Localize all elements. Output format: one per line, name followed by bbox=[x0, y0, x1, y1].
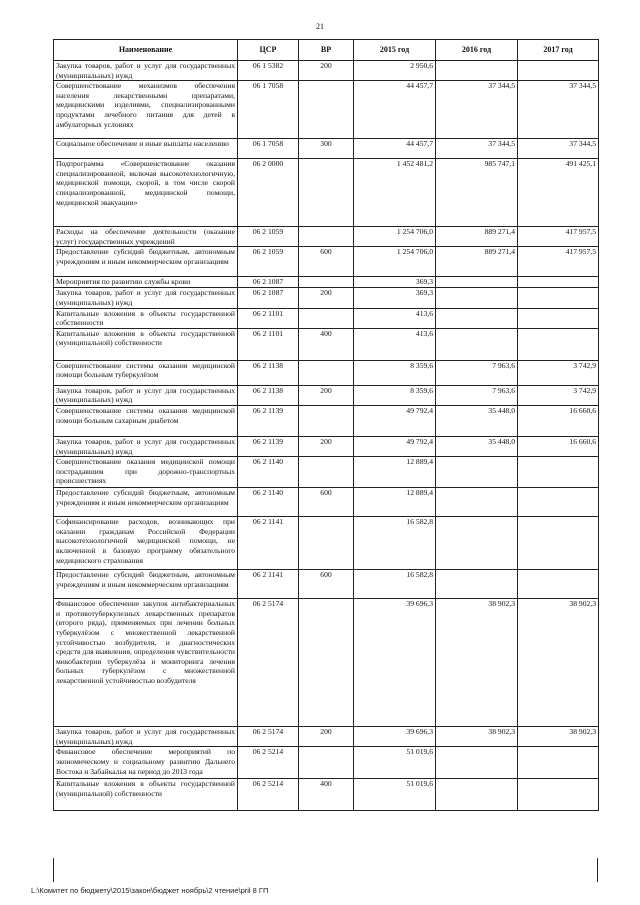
cell-y2015: 44 457,7 bbox=[354, 139, 436, 159]
header-csr: ЦСР bbox=[238, 40, 299, 61]
cell-y2017 bbox=[518, 277, 599, 288]
cell-name: Капитальные вложения в объекты государственной собственности bbox=[54, 308, 238, 328]
cell-csr: 06 2 1138 bbox=[238, 385, 299, 405]
cell-y2017 bbox=[518, 328, 599, 360]
budget-table bbox=[53, 39, 599, 811]
cell-y2015: 39 696,3 bbox=[354, 599, 436, 727]
cell-y2017: 38 902,3 bbox=[518, 727, 599, 747]
table-continuation-edge bbox=[53, 858, 598, 882]
cell-y2016: 37 344,5 bbox=[436, 139, 518, 159]
cell-csr: 06 1 7058 bbox=[238, 139, 299, 159]
cell-name: Совершенствование механизмов обеспечения населения лекарственными препаратами, медицинскими изделиями, специализированными продуктами лечебного питания для детей в амбулаторных условиях bbox=[54, 81, 238, 139]
cell-y2015: 1 452 481,2 bbox=[354, 159, 436, 227]
cell-vr bbox=[299, 360, 354, 385]
cell-csr: 06 2 1141 bbox=[238, 570, 299, 599]
cell-vr bbox=[299, 159, 354, 227]
cell-name: Капитальные вложения в объекты государственной (муниципальной) собственности bbox=[54, 779, 238, 811]
cell-name: Финансовое обеспечение мероприятий по экономическому и социальному развитию Дальнего Востока и Забайкалья на период до 2013 года bbox=[54, 747, 238, 779]
cell-y2016 bbox=[436, 747, 518, 779]
table-row bbox=[54, 360, 599, 385]
cell-vr bbox=[299, 457, 354, 488]
table-row bbox=[54, 727, 599, 747]
cell-name: Предоставление субсидий бюджетным, автономным учреждениям и иным некоммерческим организациям bbox=[54, 570, 238, 599]
cell-name: Совершенствование системы оказания медицинской помощи больным туберкулёзом bbox=[54, 360, 238, 385]
table-row bbox=[54, 308, 599, 328]
cell-y2016: 38 902,3 bbox=[436, 599, 518, 727]
cell-y2015: 16 582,8 bbox=[354, 570, 436, 599]
cell-y2016 bbox=[436, 570, 518, 599]
cell-name: Финансовое обеспечение закупок антибактериальных и противотуберкулезных лекарственных препаратов (второго ряда), применяемых при лечении больных туберкулёзом с множественной лекарственной устойчивостью возбудителя, и диагностических средств для выявления, определения чувствительности микобактерии туберкулёза и мониторинга лечения больных туберкулёзом с множественной лекарственной устойчивостью возбудителя bbox=[54, 599, 238, 727]
cell-csr: 06 2 1101 bbox=[238, 328, 299, 360]
table-row bbox=[54, 61, 599, 81]
cell-vr bbox=[299, 747, 354, 779]
cell-y2016: 985 747,1 bbox=[436, 159, 518, 227]
cell-y2015: 12 889,4 bbox=[354, 488, 436, 517]
cell-name: Предоставление субсидий бюджетным, автономным учреждениям и иным некоммерческим организациям bbox=[54, 247, 238, 277]
cell-name: Подпрограмма «Совершенствование оказания специализированной, включая высокотехнологичную, медицинской помощи, скорой, в том числе скорой специализированной, медицинской помощи, медицинской эвакуации» bbox=[54, 159, 238, 227]
cell-csr: 06 2 0000 bbox=[238, 159, 299, 227]
cell-y2015: 49 792,4 bbox=[354, 436, 436, 456]
cell-y2016 bbox=[436, 308, 518, 328]
cell-y2016: 38 902,3 bbox=[436, 727, 518, 747]
cell-y2015: 12 889,4 bbox=[354, 457, 436, 488]
cell-csr: 06 2 1059 bbox=[238, 247, 299, 277]
page-number: 21 bbox=[316, 22, 324, 31]
cell-name: Совершенствование системы оказания медицинской помощи больным сахарным диабетом bbox=[54, 405, 238, 436]
cell-y2017: 37 344,5 bbox=[518, 81, 599, 139]
cell-csr: 06 2 1101 bbox=[238, 308, 299, 328]
cell-csr: 06 2 1139 bbox=[238, 405, 299, 436]
cell-vr bbox=[299, 277, 354, 288]
table-row bbox=[54, 599, 599, 727]
cell-csr: 06 2 1087 bbox=[238, 277, 299, 288]
table-row bbox=[54, 747, 599, 779]
table-row bbox=[54, 139, 599, 159]
cell-y2016 bbox=[436, 328, 518, 360]
table-row bbox=[54, 488, 599, 517]
cell-y2016 bbox=[436, 277, 518, 288]
cell-vr bbox=[299, 599, 354, 727]
table-row bbox=[54, 247, 599, 277]
cell-csr: 06 1 7058 bbox=[238, 81, 299, 139]
cell-name: Закупка товаров, работ и услуг для государственных (муниципальных) нужд bbox=[54, 288, 238, 308]
cell-name: Социальное обеспечение и иные выплаты населению bbox=[54, 139, 238, 159]
cell-name: Закупка товаров, работ и услуг для государственных (муниципальных) нужд bbox=[54, 385, 238, 405]
header-2016: 2016 год bbox=[436, 40, 518, 61]
cell-y2017 bbox=[518, 457, 599, 488]
cell-csr: 06 2 1141 bbox=[238, 517, 299, 570]
table-row bbox=[54, 328, 599, 360]
cell-y2017 bbox=[518, 288, 599, 308]
cell-y2016: 889 271,4 bbox=[436, 247, 518, 277]
table-row bbox=[54, 159, 599, 227]
cell-name: Предоставление субсидий бюджетным, автономным учреждениям и иным некоммерческим организациям bbox=[54, 488, 238, 517]
cell-y2016 bbox=[436, 488, 518, 517]
cell-name: Закупка товаров, работ и услуг для государственных (муниципальных) нужд bbox=[54, 61, 238, 81]
cell-y2015: 413,6 bbox=[354, 308, 436, 328]
table-row bbox=[54, 288, 599, 308]
cell-csr: 06 1 5382 bbox=[238, 61, 299, 81]
cell-y2016: 35 448,0 bbox=[436, 436, 518, 456]
cell-name: Расходы на обеспечение деятельности (оказание услуг) государственных учреждений bbox=[54, 227, 238, 247]
table-row bbox=[54, 277, 599, 288]
cell-vr bbox=[299, 227, 354, 247]
cell-y2015: 8 359,6 bbox=[354, 360, 436, 385]
cell-y2017 bbox=[518, 488, 599, 517]
cell-y2017 bbox=[518, 517, 599, 570]
cell-y2017: 491 425,1 bbox=[518, 159, 599, 227]
cell-y2016: 35 448,0 bbox=[436, 405, 518, 436]
cell-name: Закупка товаров, работ и услуг для государственных (муниципальных) нужд bbox=[54, 436, 238, 456]
cell-vr bbox=[299, 81, 354, 139]
header-2017: 2017 год bbox=[518, 40, 599, 61]
cell-name: Совершенствование оказания медицинской помощи пострадавшим при дорожно-транспортных происшествиях bbox=[54, 457, 238, 488]
cell-vr: 200 bbox=[299, 727, 354, 747]
cell-y2017: 417 957,5 bbox=[518, 227, 599, 247]
cell-vr bbox=[299, 405, 354, 436]
cell-y2015: 16 582,8 bbox=[354, 517, 436, 570]
cell-csr: 06 2 1140 bbox=[238, 457, 299, 488]
cell-y2017 bbox=[518, 570, 599, 599]
cell-csr: 06 2 1059 bbox=[238, 227, 299, 247]
cell-vr: 200 bbox=[299, 61, 354, 81]
cell-vr: 600 bbox=[299, 247, 354, 277]
table-row bbox=[54, 457, 599, 488]
cell-csr: 06 2 5214 bbox=[238, 779, 299, 811]
cell-y2016: 7 963,6 bbox=[436, 385, 518, 405]
cell-vr bbox=[299, 308, 354, 328]
cell-csr: 06 2 1140 bbox=[238, 488, 299, 517]
table-row bbox=[54, 570, 599, 599]
cell-y2016 bbox=[436, 288, 518, 308]
cell-y2017: 3 742,9 bbox=[518, 385, 599, 405]
cell-csr: 06 2 1138 bbox=[238, 360, 299, 385]
cell-vr: 400 bbox=[299, 779, 354, 811]
cell-y2017: 37 344,5 bbox=[518, 139, 599, 159]
table-row bbox=[54, 227, 599, 247]
cell-y2015: 51 019,6 bbox=[354, 779, 436, 811]
cell-y2015: 413,6 bbox=[354, 328, 436, 360]
cell-name: Закупка товаров, работ и услуг для государственных (муниципальных) нужд bbox=[54, 727, 238, 747]
cell-y2017: 3 742,9 bbox=[518, 360, 599, 385]
cell-y2016 bbox=[436, 457, 518, 488]
cell-name: Софинансирование расходов, возникающих при оказании гражданам Российской Федерации высокотехнологичной медицинской помощи, не включенной в базовую программу обязательного медицинского страхования bbox=[54, 517, 238, 570]
cell-y2017 bbox=[518, 747, 599, 779]
cell-y2017 bbox=[518, 308, 599, 328]
table-row bbox=[54, 779, 599, 811]
table-row bbox=[54, 517, 599, 570]
cell-y2015: 8 359,6 bbox=[354, 385, 436, 405]
cell-y2017: 38 902,3 bbox=[518, 599, 599, 727]
cell-y2015: 39 696,3 bbox=[354, 727, 436, 747]
cell-y2016 bbox=[436, 779, 518, 811]
table-header-row bbox=[54, 40, 599, 61]
cell-vr: 600 bbox=[299, 570, 354, 599]
cell-y2015: 1 254 706,0 bbox=[354, 247, 436, 277]
cell-vr: 600 bbox=[299, 488, 354, 517]
cell-y2017 bbox=[518, 779, 599, 811]
table-row bbox=[54, 81, 599, 139]
cell-y2015: 369,3 bbox=[354, 288, 436, 308]
header-vr: ВР bbox=[299, 40, 354, 61]
cell-y2015: 2 950,6 bbox=[354, 61, 436, 81]
cell-csr: 06 2 1139 bbox=[238, 436, 299, 456]
file-path-footer: L:\Комитет по бюджету\2015\закон\бюджет ноябрь\2 чтение\pril 8 ГП bbox=[31, 886, 269, 895]
cell-vr: 200 bbox=[299, 288, 354, 308]
cell-y2017: 417 957,5 bbox=[518, 247, 599, 277]
table-row bbox=[54, 385, 599, 405]
cell-y2016: 37 344,5 bbox=[436, 81, 518, 139]
header-name: Наименование bbox=[54, 40, 238, 61]
cell-y2015: 44 457,7 bbox=[354, 81, 436, 139]
cell-csr: 06 2 5174 bbox=[238, 727, 299, 747]
cell-vr bbox=[299, 517, 354, 570]
cell-y2015: 49 792,4 bbox=[354, 405, 436, 436]
header-2015: 2015 год bbox=[354, 40, 436, 61]
cell-y2016 bbox=[436, 517, 518, 570]
cell-csr: 06 2 5214 bbox=[238, 747, 299, 779]
cell-csr: 06 2 5174 bbox=[238, 599, 299, 727]
table-row bbox=[54, 405, 599, 436]
cell-y2015: 1 254 706,0 bbox=[354, 227, 436, 247]
cell-y2017: 16 660,6 bbox=[518, 436, 599, 456]
cell-vr: 200 bbox=[299, 436, 354, 456]
cell-y2015: 51 019,6 bbox=[354, 747, 436, 779]
cell-y2017 bbox=[518, 61, 599, 81]
cell-y2015: 369,3 bbox=[354, 277, 436, 288]
cell-name: Мероприятия по развитию службы крови bbox=[54, 277, 238, 288]
cell-vr: 400 bbox=[299, 328, 354, 360]
cell-vr: 200 bbox=[299, 385, 354, 405]
cell-csr: 06 2 1087 bbox=[238, 288, 299, 308]
cell-y2016: 7 963,6 bbox=[436, 360, 518, 385]
cell-name: Капитальные вложения в объекты государственной (муниципальной) собственности bbox=[54, 328, 238, 360]
cell-y2016 bbox=[436, 61, 518, 81]
cell-y2016: 889 271,4 bbox=[436, 227, 518, 247]
cell-vr: 300 bbox=[299, 139, 354, 159]
table-row bbox=[54, 436, 599, 456]
cell-y2017: 16 660,6 bbox=[518, 405, 599, 436]
